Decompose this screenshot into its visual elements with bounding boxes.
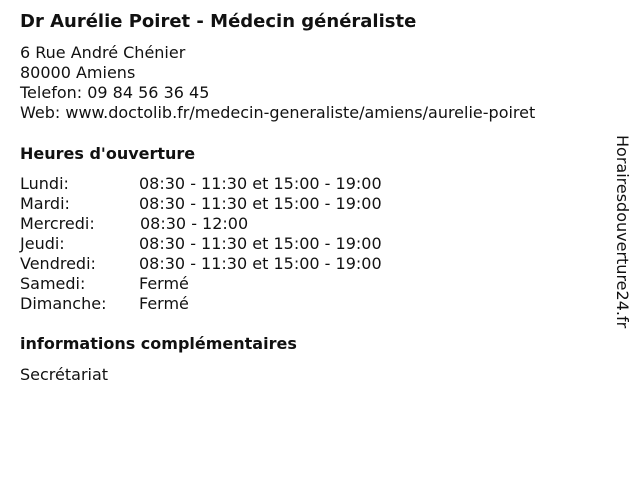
additional-info-heading: informations complémentaires: [20, 334, 297, 353]
phone-number: Telefon: 09 84 56 36 45: [20, 83, 210, 102]
hours-row-thursday: [20, 234, 600, 254]
city-postal-code: 80000 Amiens: [20, 63, 136, 82]
hours-row-monday: [20, 174, 600, 194]
day-hours: 08:30 - 11:30 et 15:00 - 19:00: [139, 174, 382, 193]
additional-info-list: [20, 365, 600, 385]
hours-row-sunday: [20, 294, 600, 314]
day-label: Mercredi:: [20, 214, 95, 233]
day-label: Dimanche:: [20, 294, 107, 313]
day-label: Jeudi:: [20, 234, 65, 253]
website: Web: www.doctolib.fr/medecin-generaliste/amiens/aurelie-poiret: [20, 103, 536, 122]
day-label: Vendredi:: [20, 254, 96, 273]
day-hours: 08:30 - 11:30 et 15:00 - 19:00: [139, 194, 382, 213]
day-hours: Fermé: [139, 274, 189, 293]
street-address: 6 Rue André Chénier: [20, 43, 186, 62]
day-hours: 08:30 - 11:30 et 15:00 - 19:00: [139, 254, 382, 273]
day-label: Lundi:: [20, 174, 69, 193]
day-label: Mardi:: [20, 194, 70, 213]
site-watermark: Horairesdouverture24.fr: [613, 135, 632, 329]
page-title: Dr Aurélie Poiret - Médecin généraliste: [20, 11, 417, 32]
day-label: Samedi:: [20, 274, 86, 293]
opening-hours-heading: Heures d'ouverture: [20, 144, 196, 163]
hours-row-saturday: [20, 274, 600, 294]
business-card: [20, 10, 600, 385]
day-hours: Fermé: [139, 294, 189, 313]
day-hours: 08:30 - 12:00: [140, 214, 249, 233]
hours-row-wednesday: [20, 214, 600, 234]
info-item: Secrétariat: [20, 365, 109, 384]
hours-row-friday: [20, 254, 600, 274]
hours-row-tuesday: [20, 194, 600, 214]
day-hours: 08:30 - 11:30 et 15:00 - 19:00: [139, 234, 382, 253]
opening-hours-table: [20, 174, 600, 314]
address-block: [20, 43, 600, 123]
